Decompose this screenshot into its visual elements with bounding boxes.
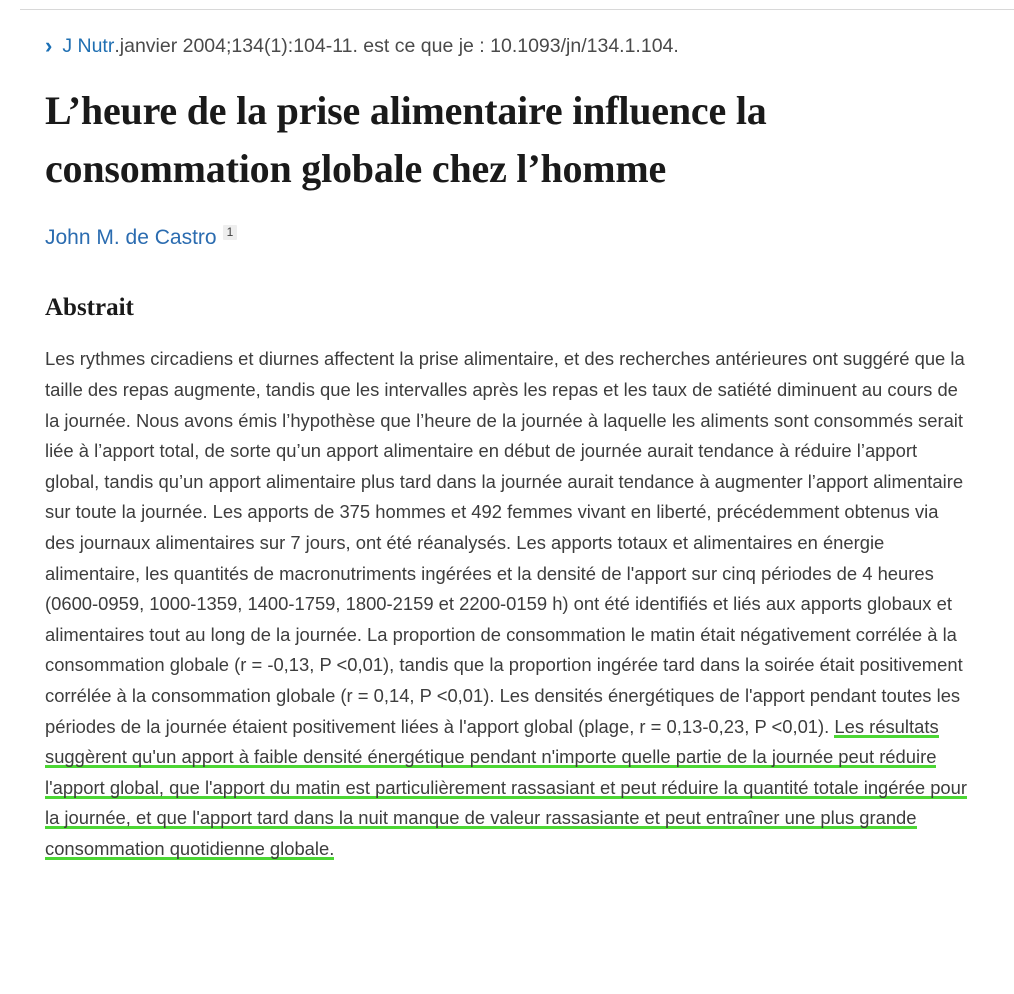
- citation-details: .janvier 2004;134(1):104-11. est ce que je : 10.1093/jn/134.1.104.: [114, 35, 679, 57]
- abstract-text: [45, 344, 969, 864]
- abstract-highlighted-text: Les résultats suggèrent qu'un apport à faible densité énergétique pendant n'importe quelle partie de la journée peut réduire l'apport global, que l'apport du matin est particulièrement rassasiant et peut réduire la quantité totale ingérée pour la journée, et que l'apport tard dans la nuit manque de valeur rassasiante et peut entraîner une plus grande consommation quotidienne globale.: [45, 715, 968, 859]
- journal-link[interactable]: J Nutr: [62, 35, 115, 57]
- author-list: [45, 225, 969, 250]
- citation-line: [45, 22, 969, 60]
- page-title: L’heure de la prise alimentaire influence la consommation globale chez l’homme: [45, 88, 767, 191]
- affiliation-marker[interactable]: 1: [223, 225, 238, 240]
- abstract-heading: Abstrait: [45, 294, 134, 322]
- abstract-text-plain: Les rythmes circadiens et diurnes affectent la prise alimentaire, et des recherches antérieures ont suggéré que la taille des repas augmente, tandis que les intervalles après les repas et les taux de satiété diminuent au cours de la journée. Nous avons émis l’hypothèse que l’heure de la journée à laquelle les aliments sont consommés serait liée à l’apport total, de sorte qu’un apport alimentaire en début de journée aurait tendance à réduire l’apport global, tandis qu’un apport alimentaire plus tard dans la journée aurait tendance à augmenter l’apport alimentaire sur toute la journée. Les apports de 375 hommes et 492 femmes vivant en liberté, précédemment obtenus via des journaux alimentaires sur 7 jours, ont été réanalysés. Les apports totaux et alimentaires en énergie alimentaire, les quantités de macronutriments ingérées et la densité de l'apport sur cinq périodes de 4 heures (0600-0959, 1000-1359, 1400-1759, 1800-2159 et 2200-0159 h) ont été identifiés et liés aux apports globaux et alimentaires tout au long de la journée. La proportion de consommation le matin était négativement corrélée à la consommation globale (r = -0,13, P <0,01), tandis que la proportion ingérée tard dans la soirée était positivement corrélée à la consommation globale (r = 0,14, P <0,01). Les densités énergétiques de l'apport pendant toutes les périodes de la journée étaient positivement liées à l'apport global (plage, r = 0,13-0,23, P <0,01).: [45, 348, 965, 737]
- author-link[interactable]: John M. de Castro: [45, 226, 217, 250]
- top-divider: [20, 9, 1014, 10]
- chevron-right-icon[interactable]: ›: [45, 33, 53, 58]
